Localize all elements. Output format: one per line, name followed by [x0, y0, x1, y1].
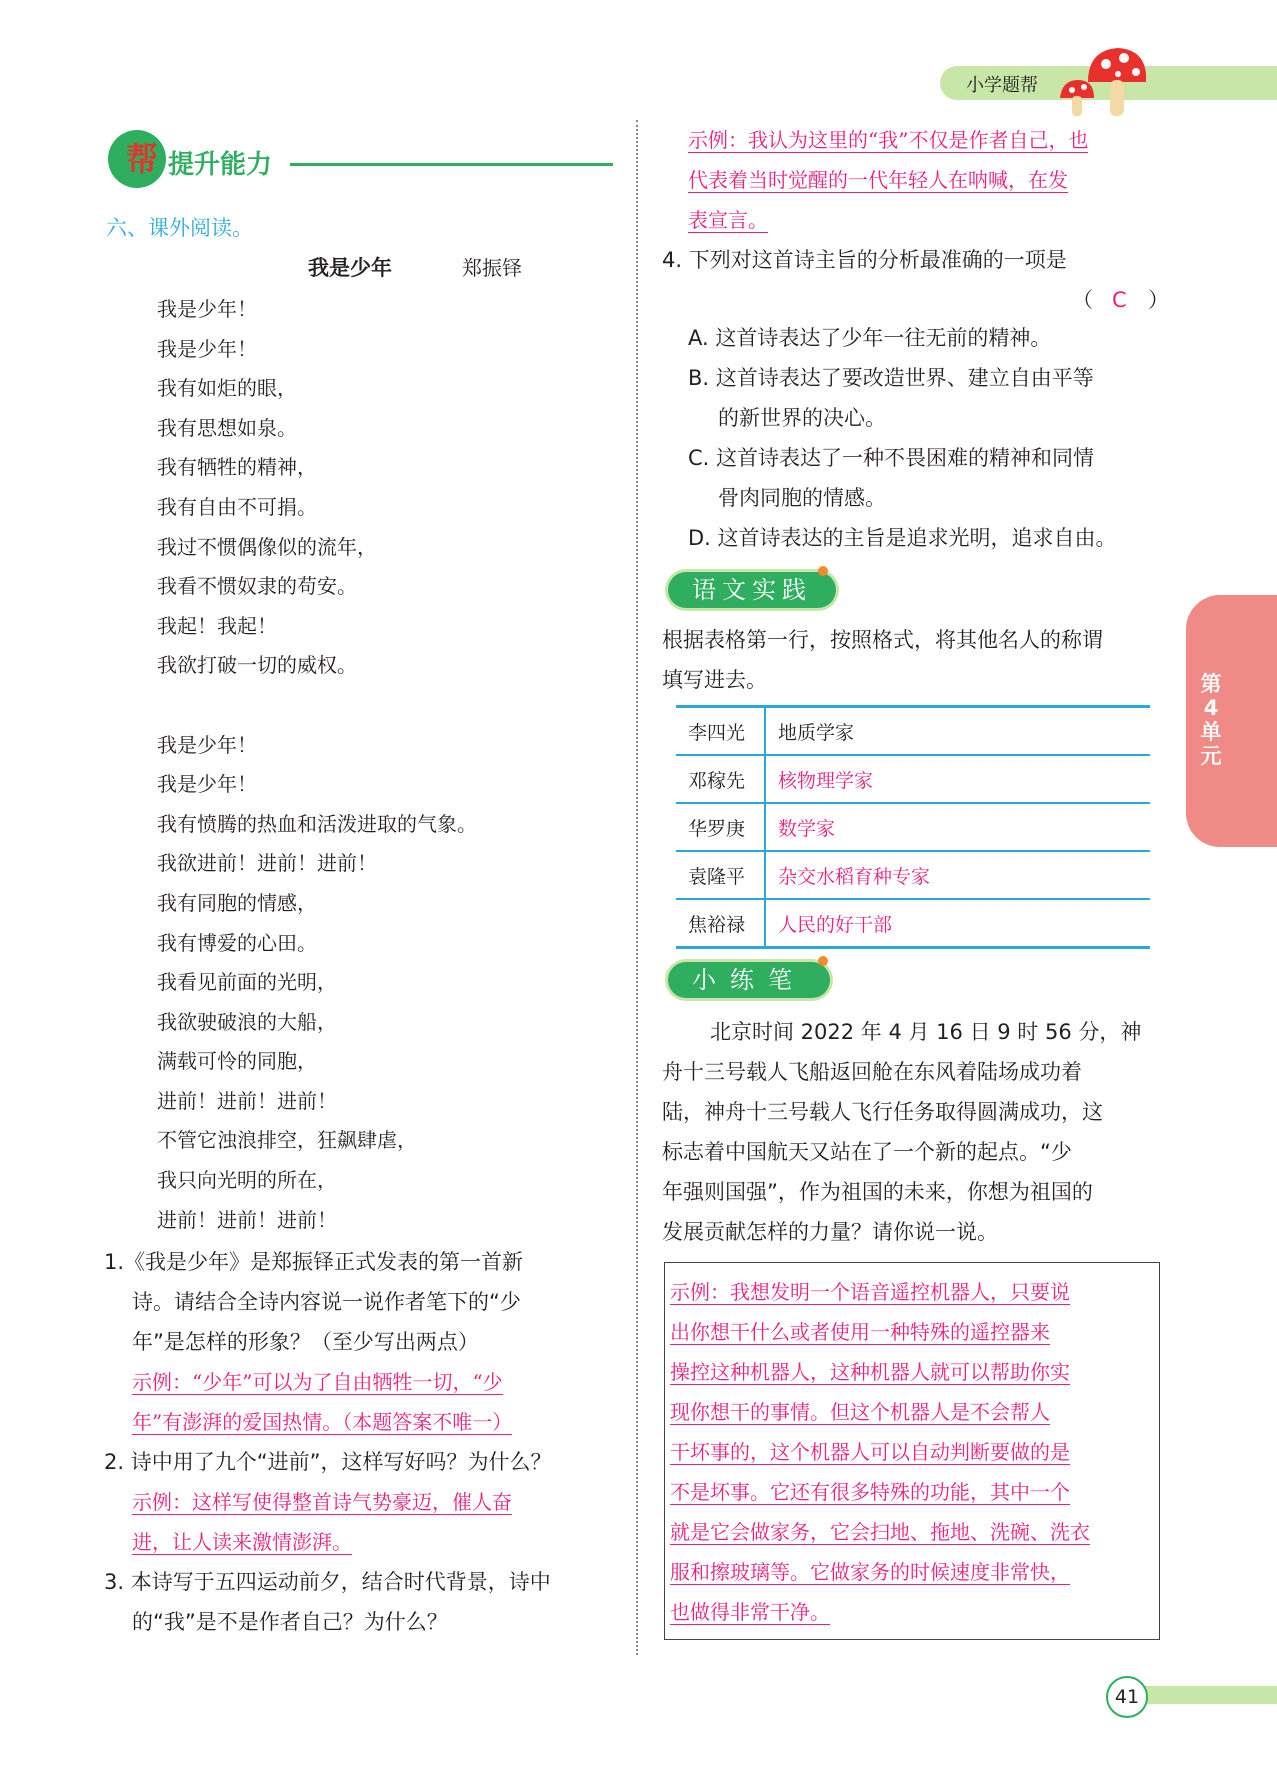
poem-line: 我有牺牲的精神， — [157, 455, 317, 480]
person-name: 邓稼先 — [676, 755, 765, 803]
writing-prompt: 标志着中国航天又站在了一个新的起点。“少 — [662, 1140, 1072, 1164]
question-4-answer: C — [1112, 288, 1127, 312]
poem-line: 我是少年！ — [157, 336, 257, 361]
table-row — [676, 755, 1150, 803]
poem-line: 我是少年！ — [157, 772, 257, 797]
reading-heading: 六、课外阅读。 — [106, 216, 253, 240]
poem-line: 进前！进前！进前！ — [157, 1088, 337, 1113]
column-divider — [636, 120, 638, 1655]
poem-line: 我欲进前！进前！进前！ — [157, 851, 377, 876]
poem-line: 我是少年！ — [157, 732, 257, 757]
poem-line: 我欲打破一切的威权。 — [157, 653, 357, 678]
names-table — [676, 705, 1150, 949]
person-name: 华罗庚 — [676, 803, 765, 851]
poem-title: 我是少年 — [308, 256, 392, 280]
poem-line: 我只向光明的所在， — [157, 1168, 337, 1193]
option-b: B. 这首诗表达了要改造世界、建立自由平等 — [688, 366, 1094, 390]
writing-answer-line: 干坏事的，这个机器人可以自动判断要做的是 — [670, 1440, 1070, 1464]
question-2-line: 2. 诗中用了九个“进前”，这样写好吗？为什么？ — [104, 1450, 552, 1474]
section-title: 提升能力 — [168, 150, 273, 180]
person-title: 地质学家 — [765, 707, 1150, 756]
option-d: D. 这首诗表达的主旨是追求光明，追求自由。 — [688, 526, 1117, 550]
question-4-paren-open: （ — [1072, 288, 1093, 312]
table-row — [676, 803, 1150, 851]
poem-body — [157, 290, 477, 1240]
option-b-cont: 的新世界的决心。 — [718, 406, 886, 430]
question-1-line: 年”是怎样的形象？（至少写出两点） — [132, 1330, 479, 1354]
section-badge-char: 帮 — [126, 140, 159, 178]
question-2-answer: 示例：这样写使得整首诗气势豪迈，催人奋 — [132, 1490, 512, 1514]
person-title: 核物理学家 — [765, 755, 1150, 803]
poem-stanza-break — [157, 686, 477, 726]
poem-line: 我有自由不可捐。 — [157, 494, 317, 519]
poem-line: 不管它浊浪排空，狂飙肆虐， — [157, 1128, 417, 1153]
poem-line: 我过不惯偶像似的流年， — [157, 534, 377, 559]
mushroom-icon — [1058, 40, 1148, 120]
poem-line: 进前！进前！进前！ — [157, 1207, 337, 1232]
practice-instruction: 根据表格第一行，按照格式，将其他名人的称谓 — [662, 628, 1103, 652]
writing-answer-line: 服和擦玻璃等。它做家务的时候速度非常快， — [670, 1560, 1070, 1584]
question-3-answer: 示例：我认为这里的“我”不仅是作者自己，也 — [688, 128, 1089, 152]
table-row — [676, 899, 1150, 948]
poem-line: 我起！我起！ — [157, 613, 277, 638]
unit-tab-label: 第4单元 — [1200, 672, 1222, 768]
poem-line: 我有博爱的心田。 — [157, 930, 317, 955]
question-2-answer: 进，让人读来激情澎湃。 — [132, 1530, 352, 1554]
question-3-answer: 表宣言。 — [688, 208, 768, 232]
question-1-answer: 年”有澎湃的爱国热情。（本题答案不唯一） — [132, 1410, 513, 1434]
question-3-line: 3. 本诗写于五四运动前夕，结合时代背景，诗中 — [104, 1570, 551, 1594]
poem-author: 郑振铎 — [462, 256, 522, 280]
page-bar — [1130, 1686, 1277, 1704]
poem-line: 我看见前面的光明， — [157, 970, 337, 995]
poem-line: 我看不惯奴隶的苟安。 — [157, 574, 357, 599]
question-1-line: 诗。请结合全诗内容说一说作者笔下的“少 — [132, 1290, 521, 1314]
poem-line: 我欲驶破浪的大船， — [157, 1009, 337, 1034]
question-3-answer: 代表着当时觉醒的一代年轻人在呐喊，在发 — [688, 168, 1068, 192]
table-row — [676, 851, 1150, 899]
poem-line: 我有如炬的眼， — [157, 376, 297, 401]
option-c-cont: 骨肉同胞的情感。 — [718, 486, 886, 510]
writing-answer-line: 现你想干的事情。但这个机器人是不会帮人 — [670, 1400, 1050, 1424]
person-title: 杂交水稻育种专家 — [765, 851, 1150, 899]
practice-instruction: 填写进去。 — [662, 668, 767, 692]
poem-line: 我是少年！ — [157, 297, 257, 321]
brand-name: 小学题帮 — [966, 75, 1038, 96]
person-title: 数学家 — [765, 803, 1150, 851]
section-heading — [108, 128, 613, 192]
writing-prompt: 北京时间 2022 年 4 月 16 日 9 时 56 分，神 — [710, 1020, 1142, 1044]
writing-answer-line: 也做得非常干净。 — [670, 1600, 830, 1624]
writing-prompt: 舟十三号载人飞船返回舱在东风着陆场成功着 — [662, 1060, 1082, 1084]
question-4-stem: 4. 下列对这首诗主旨的分析最准确的一项是 — [662, 248, 1067, 272]
writing-answer-line: 出你想干什么或者使用一种特殊的遥控器来 — [670, 1320, 1050, 1344]
writing-answer-line: 示例：我想发明一个语音遥控机器人，只要说 — [670, 1280, 1070, 1304]
question-1-answer: 示例：“少年”可以为了自由牺牲一切，“少 — [132, 1370, 503, 1394]
poem-line: 我有愤腾的热血和活泼进取的气象。 — [157, 811, 477, 836]
writing-label: 小练笔 — [668, 962, 830, 998]
writing-prompt: 发展贡献怎样的力量？请你说一说。 — [662, 1220, 998, 1244]
practice-label: 语文实践 — [668, 572, 836, 608]
writing-answer-line: 不是坏事。它还有很多特殊的功能，其中一个 — [670, 1480, 1070, 1504]
page-number: 41 — [1106, 1676, 1148, 1718]
person-name: 李四光 — [676, 707, 765, 756]
person-name: 袁隆平 — [676, 851, 765, 899]
writing-answer-line: 就是它会做家务，它会扫地、拖地、洗碗、洗衣 — [670, 1520, 1090, 1544]
option-c: C. 这首诗表达了一种不畏困难的精神和同情 — [688, 446, 1095, 470]
poem-line: 我有同胞的情感， — [157, 890, 317, 915]
table-row — [676, 707, 1150, 756]
person-title: 人民的好干部 — [765, 899, 1150, 948]
option-a: A. 这首诗表达了少年一往无前的精神。 — [688, 326, 1052, 350]
writing-answer-line: 操控这种机器人，这种机器人就可以帮助你实 — [670, 1360, 1070, 1384]
poem-line: 我有思想如泉。 — [157, 415, 297, 440]
poem-line: 满载可怜的同胞， — [157, 1049, 317, 1074]
question-4-paren-close: ） — [1148, 288, 1169, 312]
person-name: 焦裕禄 — [676, 899, 765, 948]
section-underline — [290, 163, 613, 166]
orange-dot-icon — [818, 566, 828, 576]
question-3-line: 的“我”是不是作者自己？为什么？ — [132, 1610, 448, 1634]
orange-dot-icon — [818, 956, 828, 966]
writing-prompt: 陆，神舟十三号载人飞行任务取得圆满成功，这 — [662, 1100, 1103, 1124]
question-1-line: 1.《我是少年》是郑振铎正式发表的第一首新 — [104, 1250, 524, 1274]
writing-prompt: 年强则国强”，作为祖国的未来，你想为祖国的 — [662, 1180, 1093, 1204]
